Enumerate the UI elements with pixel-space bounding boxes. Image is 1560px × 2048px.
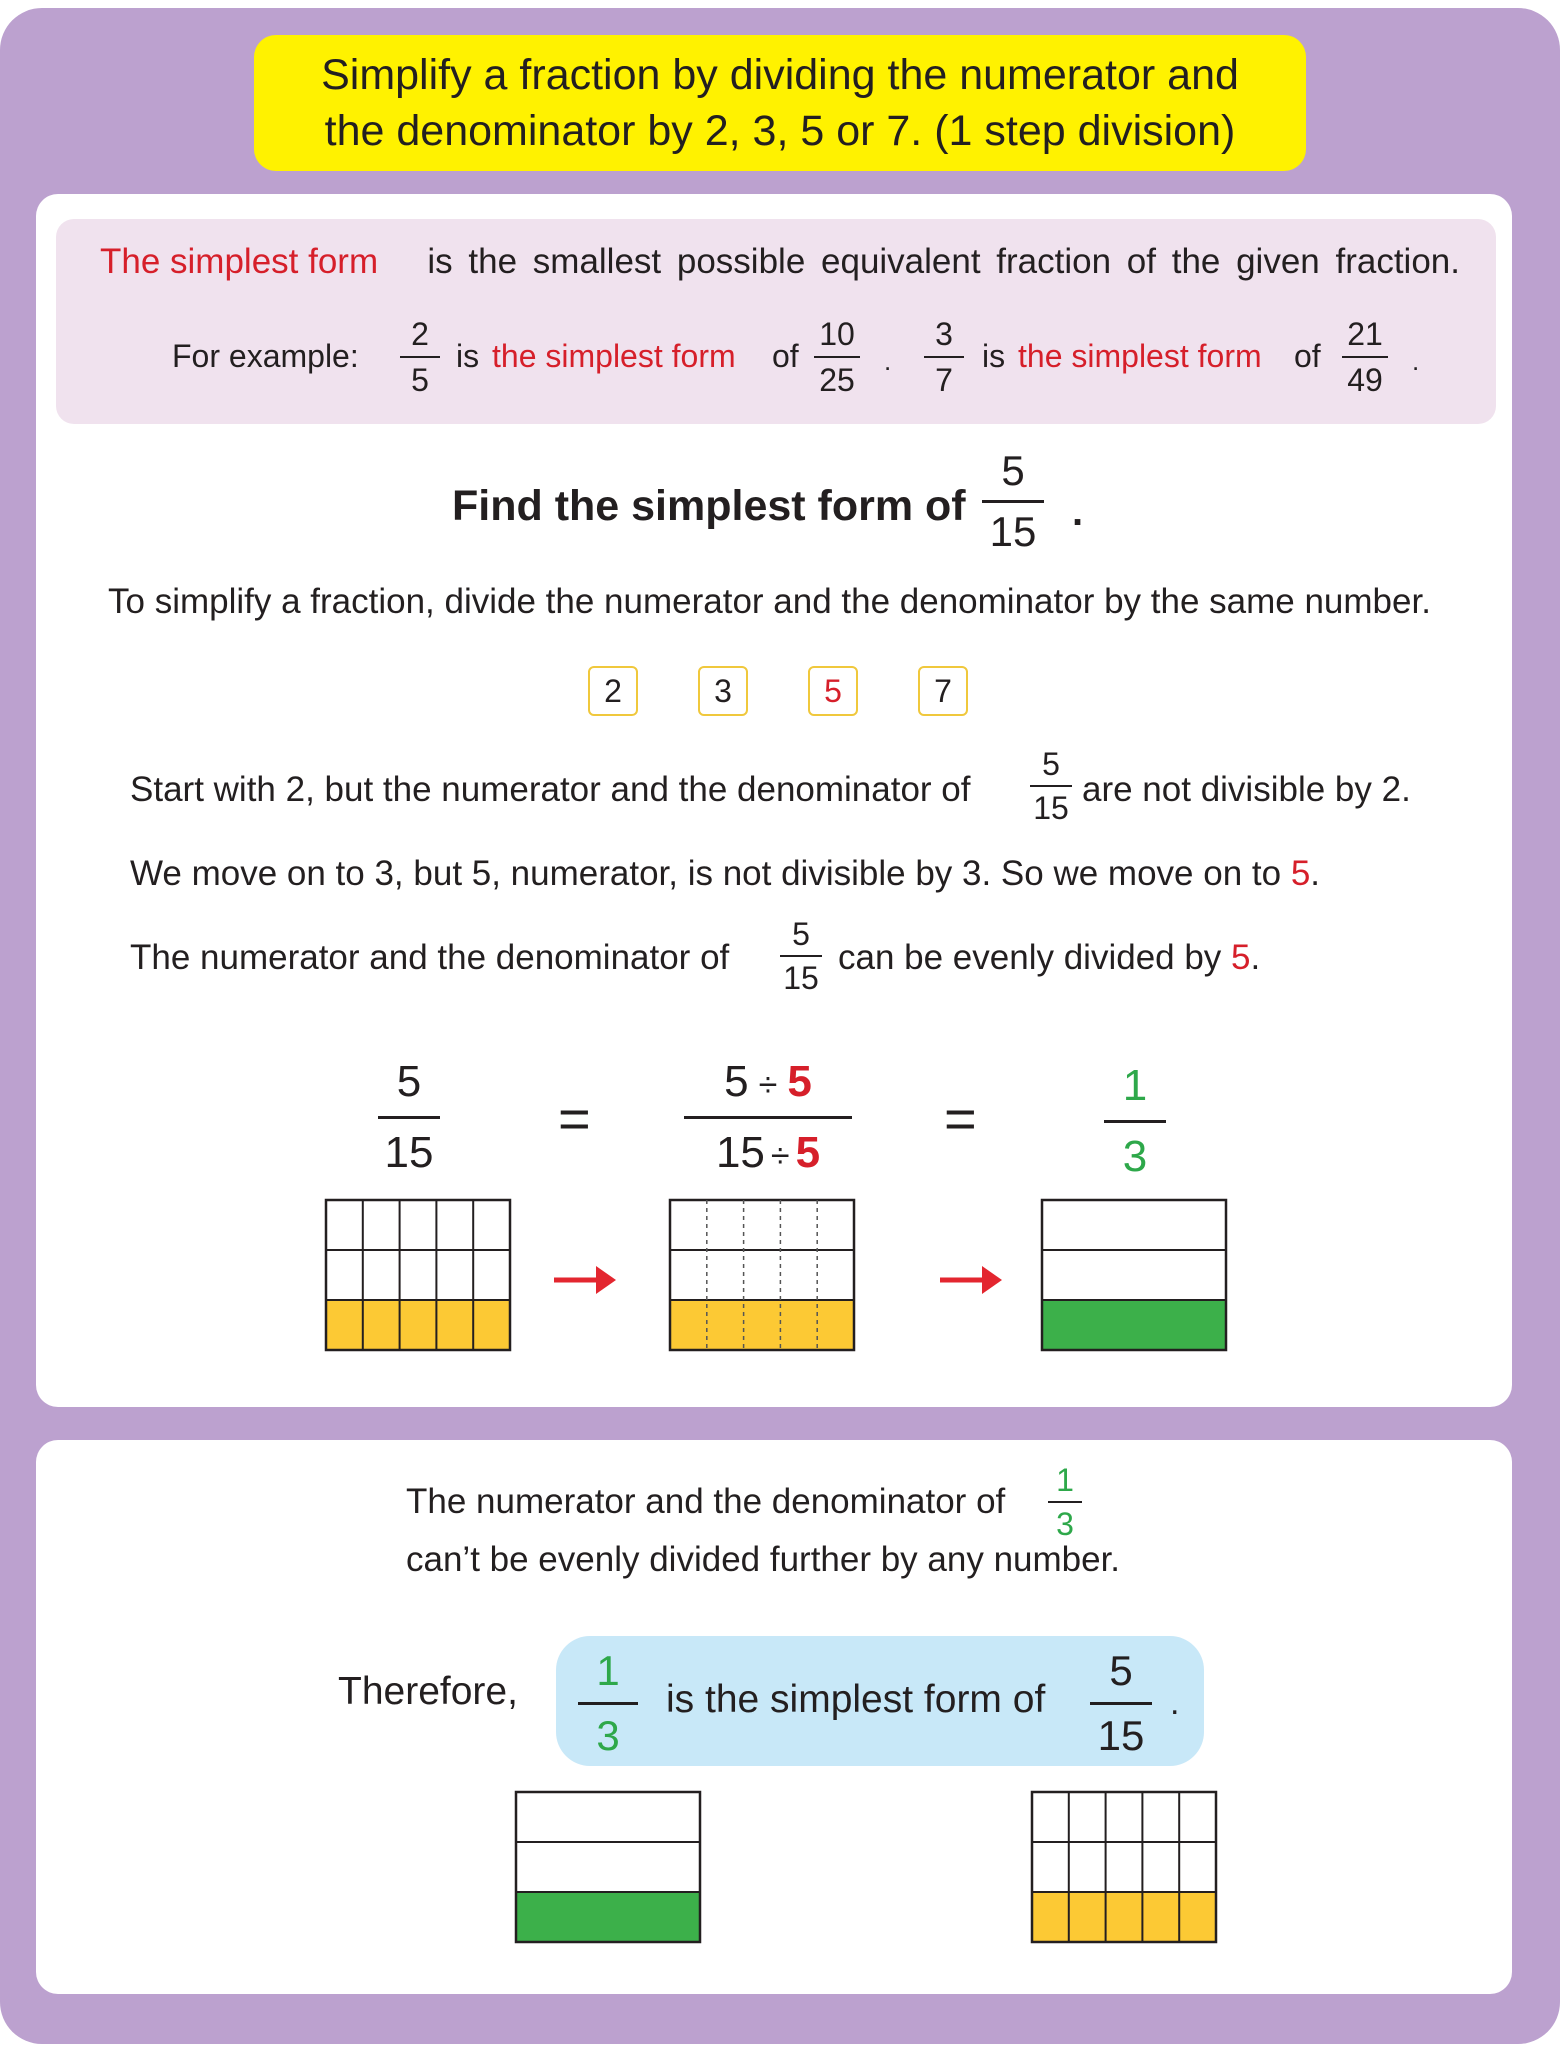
step-3-text-b — [838, 938, 1260, 978]
denominator: 7 — [935, 362, 953, 398]
middle-denominator: 15 — [715, 1128, 765, 1177]
numerator: 5 — [1001, 447, 1025, 494]
step-2-end: . — [1310, 854, 1321, 893]
model-1-3 — [1042, 1200, 1226, 1350]
divisor-box-7: 7 — [918, 666, 968, 716]
arrow-right-icon — [554, 1266, 616, 1294]
model-5-15 — [326, 1200, 510, 1350]
step-2-text-a: We move on to 3, but 5, numerator, is not divisible by 3. So we move on to — [130, 854, 1282, 893]
conclusion-line-1: The numerator and the denominator of — [406, 1482, 1006, 1521]
conclusion-line-2: can’t be evenly divided further by any number. — [406, 1540, 1121, 1579]
denominator: 3 — [1056, 1506, 1074, 1542]
title-line-1: Simplify a fraction by dividing the numerator and — [321, 51, 1239, 99]
example-label: For example: — [172, 338, 359, 374]
numerator: 1 — [1122, 1061, 1148, 1110]
bottom-model-5-15 — [1028, 1788, 1222, 1948]
example-2-simple-fraction — [924, 318, 964, 396]
step-3-divisor: 5 — [1231, 938, 1251, 977]
denominator: 15 — [384, 1128, 434, 1177]
step-3-end: . — [1250, 938, 1261, 977]
model-regrouped — [670, 1200, 854, 1350]
numerator: 2 — [411, 316, 429, 352]
numerator: 1 — [596, 1647, 620, 1694]
title-banner — [254, 35, 1306, 171]
denominator: 5 — [411, 362, 429, 398]
answer-dot: . — [1170, 1684, 1180, 1722]
denominator: 49 — [1347, 362, 1383, 398]
conclusion-fraction — [1048, 1464, 1082, 1540]
example-2-is: is — [982, 338, 1006, 374]
equation-left-fraction — [378, 1057, 440, 1177]
find-heading: Find the simplest form of — [452, 482, 966, 530]
step-1-text-b: are not divisible by 2. — [1082, 770, 1411, 809]
title-line-2: the denominator by 2, 3, 5 or 7. (1 step division) — [324, 107, 1236, 155]
middle-numerator: 5 — [724, 1057, 749, 1106]
equation-middle-fraction — [684, 1057, 852, 1177]
example-2-of: of — [1294, 338, 1321, 374]
equals-sign-2: = — [944, 1087, 977, 1150]
denominator: 25 — [819, 362, 855, 398]
numerator: 3 — [935, 316, 953, 352]
numerator: 5 — [1042, 746, 1060, 782]
answer-text: is the simplest form of — [666, 1678, 1046, 1721]
definition-rest: is the smallest possible equivalent fraction of the given fraction. — [427, 242, 1460, 281]
divisor-box-3: 3 — [698, 666, 748, 716]
middle-denominator-divisor: 5 — [795, 1128, 821, 1177]
instruction-text: To simplify a fraction, divide the numerator and the denominator by the same number. — [108, 582, 1431, 621]
definition-sentence — [100, 242, 1460, 282]
numerator: 10 — [819, 316, 855, 352]
step-3-fraction — [780, 918, 822, 994]
numerator: 21 — [1347, 316, 1383, 352]
step-2-text — [130, 854, 1320, 894]
denominator: 15 — [1097, 1712, 1145, 1759]
bottom-model-1-3 — [512, 1788, 706, 1948]
denominator: 3 — [596, 1712, 620, 1759]
denominator: 15 — [989, 508, 1037, 555]
divisor-box-5: 5 — [808, 666, 858, 716]
arrow-right-icon — [940, 1266, 1002, 1294]
find-fraction — [982, 447, 1044, 555]
division-sign: ÷ — [758, 1066, 778, 1104]
definition-term: The simplest form — [100, 242, 379, 281]
example-2-dot: . — [1412, 346, 1420, 376]
equals-sign-1: = — [558, 1087, 591, 1150]
step-3-text-b-words: can be evenly divided by — [838, 938, 1222, 977]
fraction-models-row — [320, 1196, 1240, 1356]
numerator: 5 — [396, 1057, 422, 1106]
numerator: 5 — [792, 916, 810, 952]
therefore-label: Therefore, — [338, 1670, 518, 1713]
example-2-given-fraction — [1342, 318, 1388, 396]
example-1-dot: . — [884, 346, 892, 376]
step-3-text-a: The numerator and the denominator of — [130, 938, 730, 977]
step-1-fraction — [1030, 748, 1072, 824]
answer-simplest-fraction — [578, 1647, 638, 1759]
example-1-is: is — [456, 338, 480, 374]
answer-original-fraction — [1090, 1647, 1152, 1759]
example-1-of: of — [772, 338, 799, 374]
find-dot: . — [1072, 490, 1084, 534]
middle-numerator-divisor: 5 — [787, 1057, 812, 1106]
step-2-divisor: 5 — [1290, 854, 1311, 893]
example-1-given-fraction — [814, 318, 860, 396]
example-2-simplest-form: the simplest form — [1018, 338, 1262, 374]
denominator: 15 — [1033, 790, 1069, 826]
example-1-simple-fraction — [400, 318, 440, 396]
step-1-text-a: Start with 2, but the numerator and the denominator of — [130, 770, 971, 809]
division-sign: ÷ — [770, 1137, 790, 1175]
divisor-box-2: 2 — [588, 666, 638, 716]
numerator: 5 — [1109, 1647, 1133, 1694]
equation-right-fraction — [1104, 1061, 1166, 1181]
denominator: 3 — [1122, 1132, 1148, 1181]
numerator: 1 — [1056, 1462, 1074, 1498]
example-1-simplest-form: the simplest form — [492, 338, 736, 374]
denominator: 15 — [783, 960, 819, 996]
